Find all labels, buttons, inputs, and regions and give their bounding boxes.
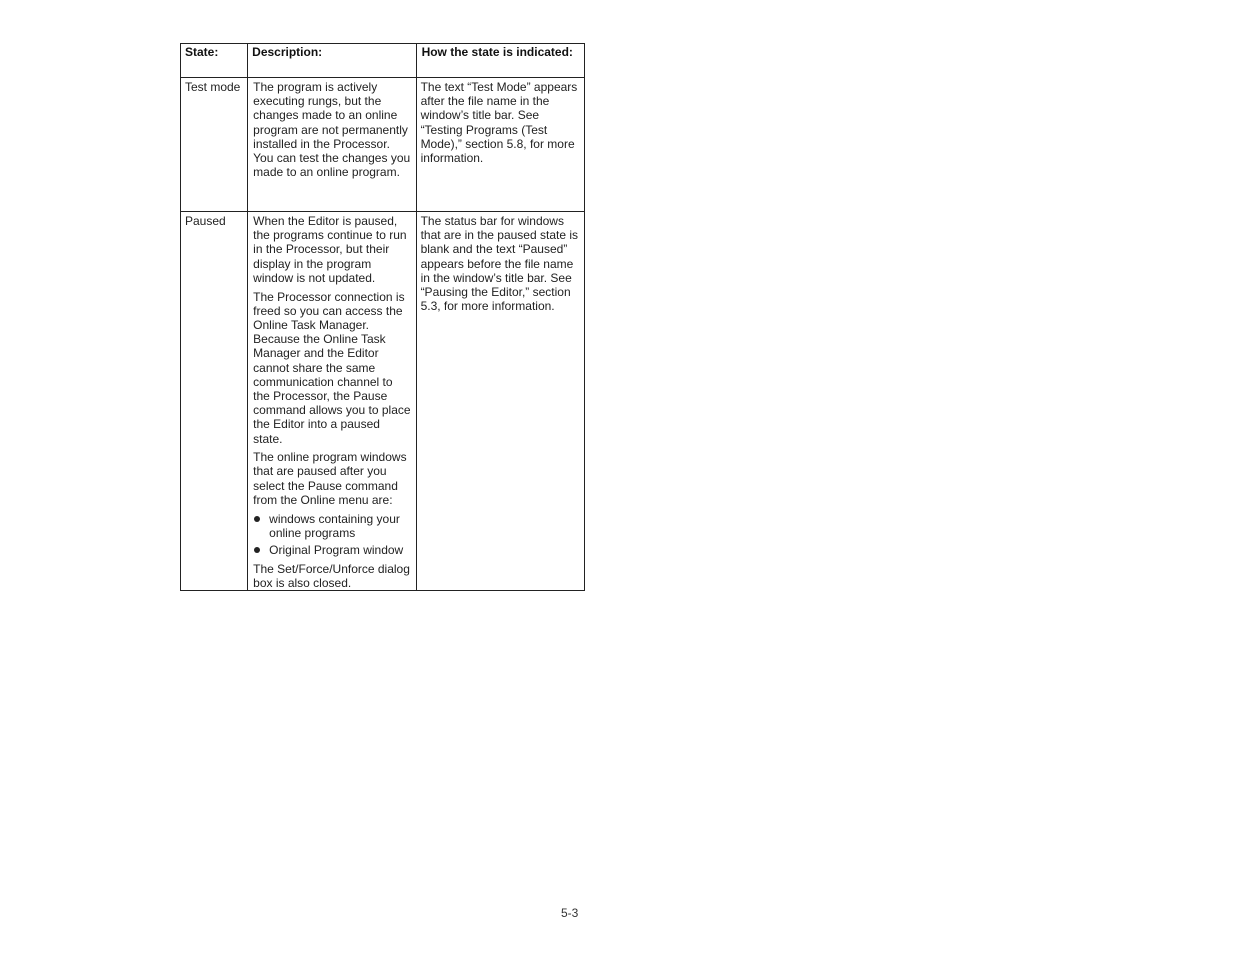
state-name: Test mode [185,80,241,94]
description-paragraph: The online program windows that are paused after you select the Pause command from the Online menu are: [253,450,407,507]
list-item [253,543,411,557]
bullet-icon [254,547,260,553]
description-paragraph: The Processor connection is freed so you can access the Online Task Manager. Because the Online Task Manager and the Editor cannot share the same communication channel to the Processor, the Pause command allows you to place the Editor into a paused state. [253,289,411,446]
description-cell [248,78,416,212]
header-how-indicated: How the state is indicated: [416,44,584,78]
state-cell [181,78,248,212]
paused-windows-list [253,512,411,558]
states-table [180,43,585,591]
list-item-text: windows containing your online programs [269,511,400,540]
how-indicated-cell [416,78,584,212]
table-header-row [181,44,585,78]
how-indicated-paragraph: The status bar for windows that are in the paused state is blank and the text “Paused” appears before the file name in the window’s title bar. See “Pausing the Editor,” section 5.3, for more information. [420,214,578,314]
state-cell [181,212,248,591]
header-state: State: [181,44,248,78]
how-indicated-paragraph: The text “Test Mode” appears after the file name in the window’s title bar. See “Testing Programs (Test Mode),” section 5.8, for more information. [420,80,578,166]
description-paragraph: When the Editor is paused, the programs continue to run in the Processor, but their display in the program window is not updated. [253,214,407,285]
header-description: Description: [248,44,416,78]
description-paragraph: The program is actively executing rungs, but the changes made to an online program are not permanently installed in the Processor. You can test the changes you made to an online program. [253,80,411,180]
description-closing: The Set/Force/Unforce dialog box is also closed. [253,561,410,590]
state-name: Paused [185,214,226,228]
table-row-test-mode [181,78,585,212]
list-item [253,512,411,540]
how-indicated-cell [416,212,584,591]
page-number: 5-3 [561,906,579,920]
table-row-paused [181,212,585,591]
list-item-text: Original Program window [269,543,404,558]
bullet-icon [254,516,260,522]
description-cell [248,212,416,591]
